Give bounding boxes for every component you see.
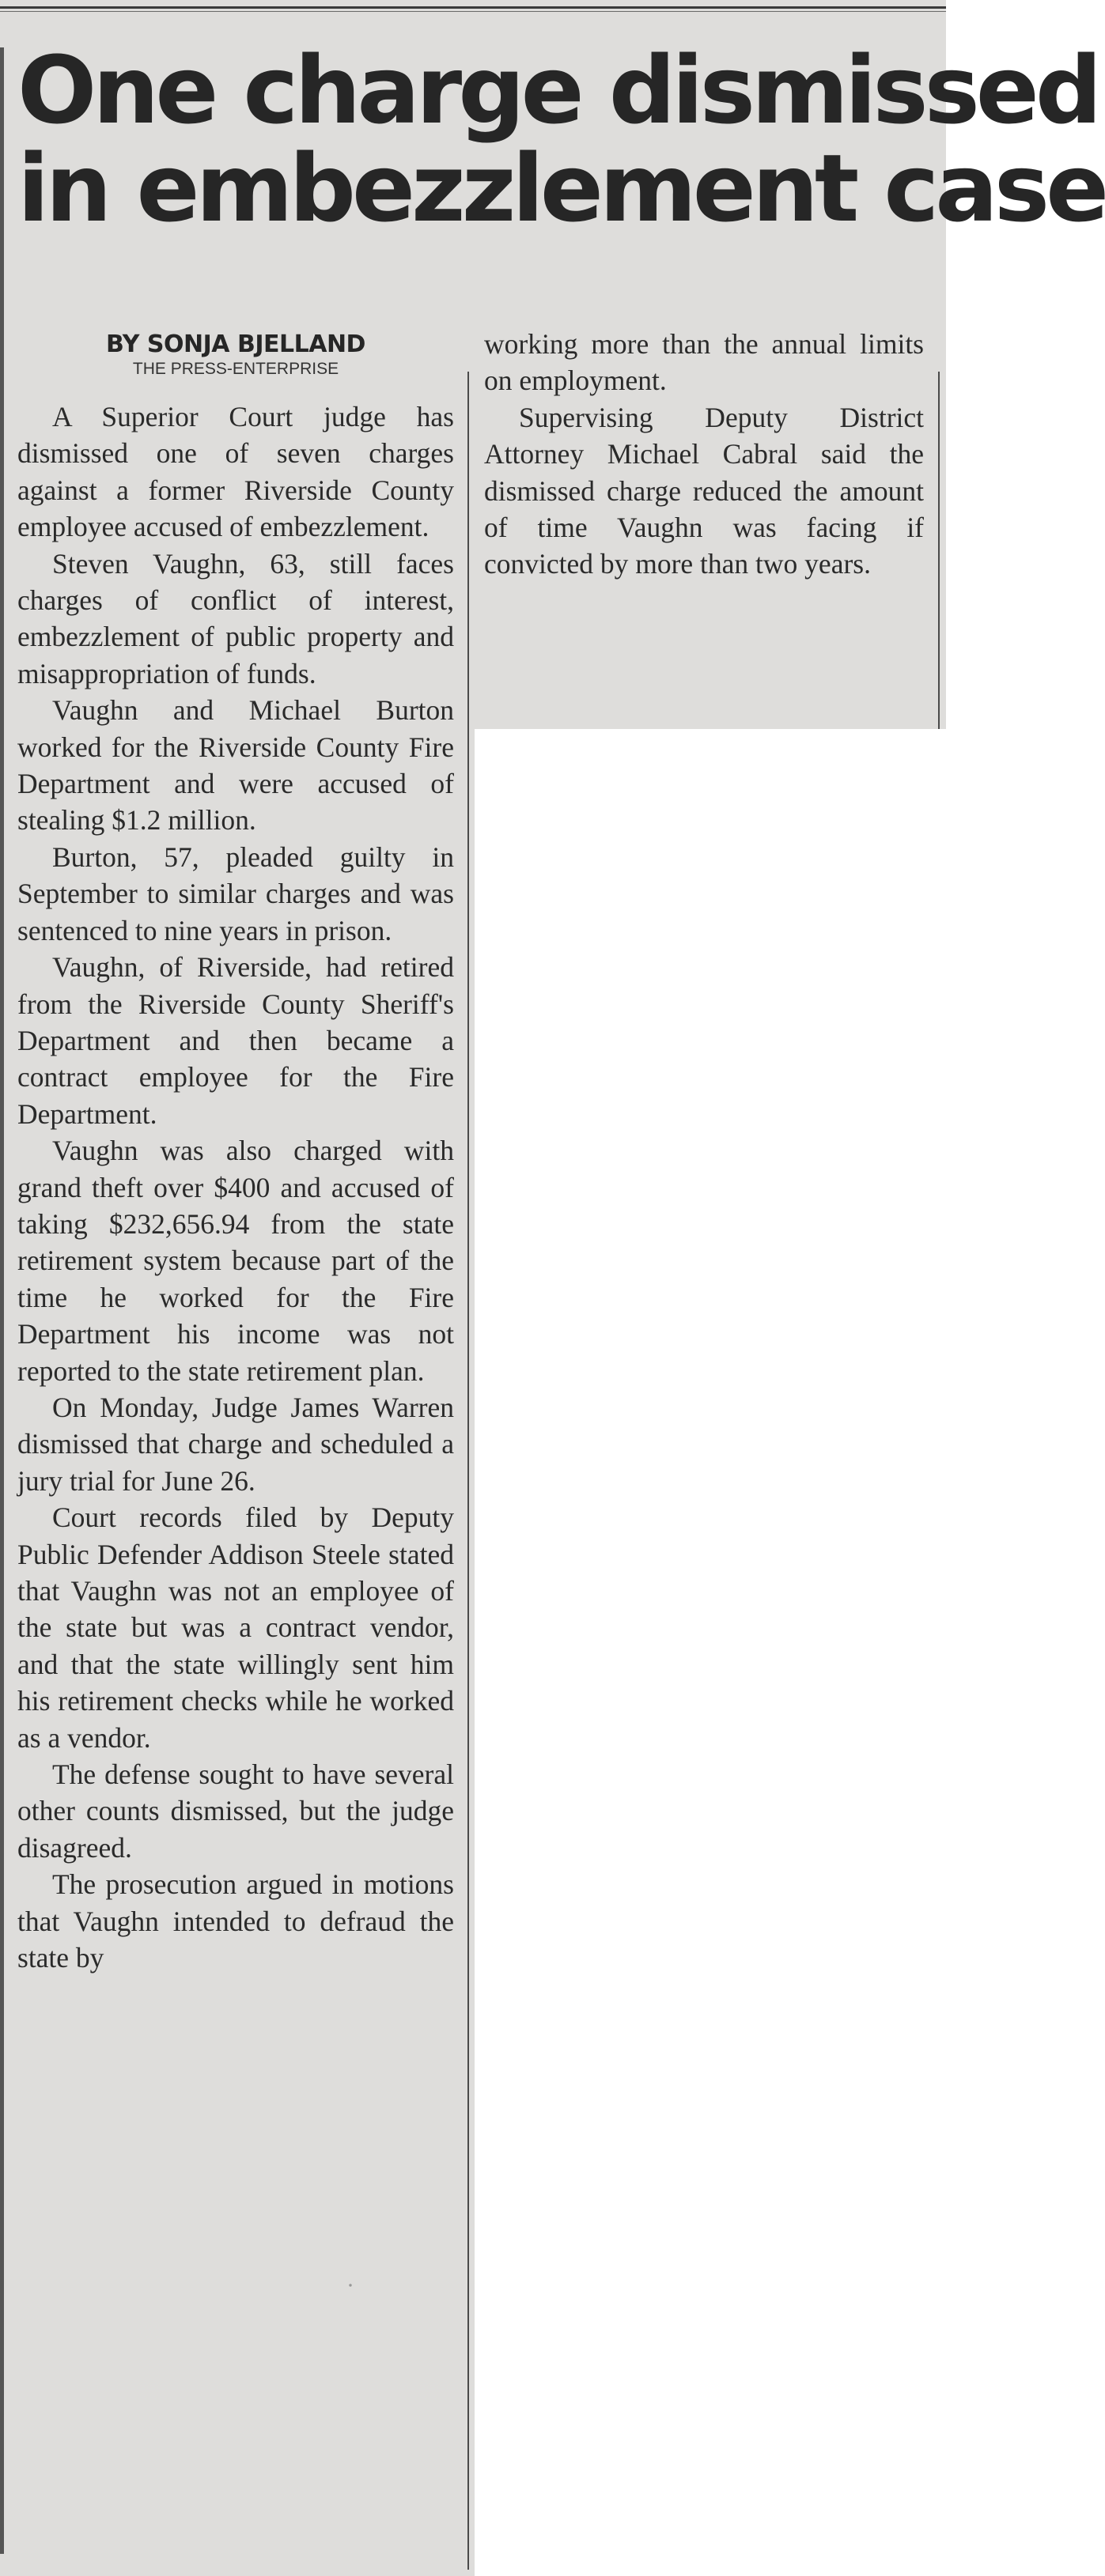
byline [17,330,454,379]
paragraph: The prosecution argued in motions that Vaughn intended to defraud the state by [17,1868,454,1974]
paragraph: A Superior Court judge has dismissed one of seven charges against a former Riverside County employee accused of embezzlement. [17,401,454,543]
paragraph: Court records filed by Deputy Public Defender Addison Steele stated that Vaughn was not an employee of the state but was a contract vendor, and that the state willingly sent him his retirement checks while he worked as a vendor. [17,1501,454,1754]
column-rule-left [467,372,469,2570]
headline-line-1: One charge dismissed [17,36,1099,145]
paragraph: Supervising Deputy District Attorney Michael Cabral said the dismissed charge reduced the amount of time Vaughn was facing if convicted by more than two years. [484,401,924,580]
byline-publication: THE PRESS-ENTERPRISE [132,360,339,378]
paragraph: Burton, 57, pleaded guilty in September to similar charges and was sentenced to nine years in prison. [17,840,454,946]
headline [17,36,1105,243]
column-rule-right [938,372,940,729]
paragraph: The defense sought to have several other counts dismissed, but the judge disagreed. [17,1758,454,1864]
left-border [0,47,4,2554]
paragraph: Vaughn, of Riverside, had retired from the Riverside County Sheriff's Department and then became a contract employee for the Fire Department. [17,951,454,1130]
paragraph-continued: working more than the annual limits on employment. [484,328,924,397]
article-column-2 [484,326,924,583]
article-column-1 [17,398,454,1976]
paragraph: On Monday, Judge James Warren dismissed that charge and scheduled a jury trial for June 26. [17,1391,454,1497]
paragraph: Vaughn and Michael Burton worked for the Riverside County Fire Department and were accused of stealing $1.2 million. [17,694,454,837]
paragraph: Steven Vaughn, 63, still faces charges of conflict of interest, embezzlement of public property and misappropriation of funds. [17,547,454,689]
paragraph: Vaughn was also charged with grand theft over $400 and accused of taking $232,656.94 from the state retirement system because part of the time he worked for the Fire Department his income was not reported to the state retirement plan. [17,1135,454,1387]
top-rule [0,6,946,9]
byline-author: BY SONJA BJELLAND [106,330,365,358]
top-rule-thin [0,11,946,12]
print-speck: · [346,2272,354,2298]
headline-line-2: in embezzlement case [17,134,1105,243]
